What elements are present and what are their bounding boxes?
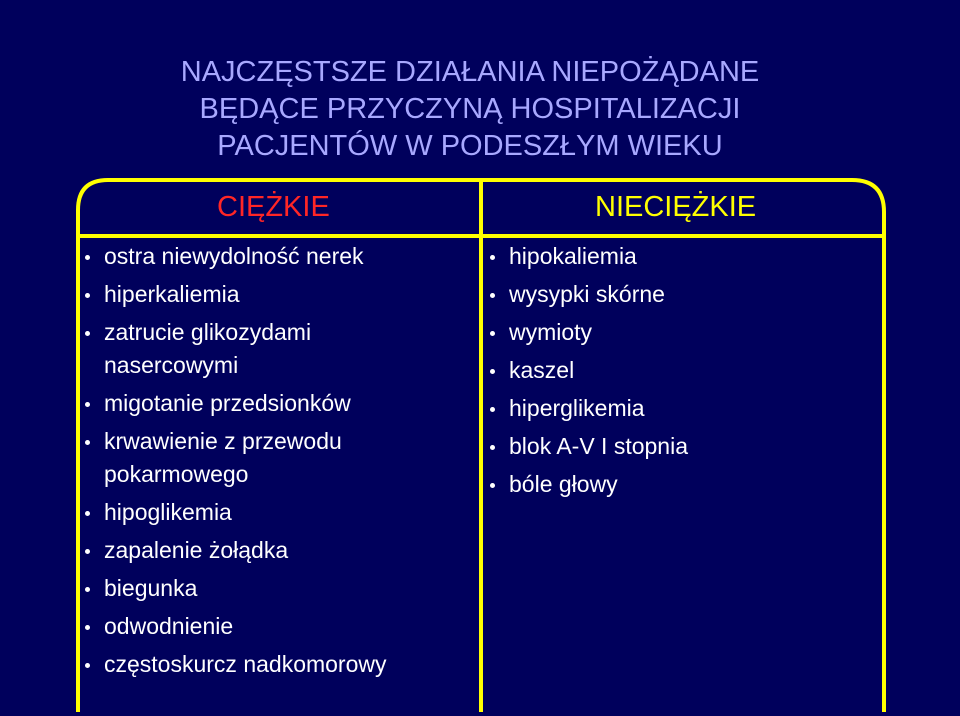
severe-list-item-text: migotanie przedsionków [104, 390, 351, 416]
severe-list-item [85, 610, 387, 643]
severe-list-item-text: odwodnienie [104, 613, 234, 639]
severe-list-item-text: krwawienie z przewodu [104, 428, 342, 454]
severe-list-item-text: hipoglikemia [104, 499, 232, 525]
severe-list-item-text: częstoskurcz nadkomorowy [104, 651, 387, 677]
severe-list-item-text: ostra niewydolność nerek [104, 243, 364, 269]
title-line-3: PACJENTÓW W PODESZŁYM WIEKU [217, 130, 723, 162]
severe-list-item [85, 534, 387, 567]
severe-list-item-text: hiperkaliemia [104, 281, 240, 307]
severe-list-item [85, 425, 387, 491]
severe-list-item [85, 496, 387, 529]
severe-list-item [85, 648, 387, 681]
non-severe-list-item: hiperglikemia [490, 392, 688, 425]
severe-list-item [85, 240, 387, 273]
title-line-2: BĘDĄCE PRZYCZYNĄ HOSPITALIZACJI [199, 93, 741, 125]
severe-list-item-text: zatrucie glikozydami [104, 319, 312, 345]
non-severe-list-item: bóle głowy [490, 468, 688, 501]
severe-list-item-text: nasercowymi [104, 352, 239, 378]
non-severe-list-item: blok A-V I stopnia [490, 430, 688, 463]
non-severe-effects-list [490, 240, 688, 506]
heading-non-severe: NIECIĘŻKIE [595, 191, 757, 223]
severe-list-item [85, 387, 387, 420]
non-severe-list-item: kaszel [490, 354, 688, 387]
severe-list-item-text: biegunka [104, 575, 198, 601]
non-severe-list-item: wymioty [490, 316, 688, 349]
title-line-1: NAJCZĘSTSZE DZIAŁANIA NIEPOŻĄDANE [180, 56, 760, 88]
severe-list-item [85, 278, 387, 311]
non-severe-list-item: wysypki skórne [490, 278, 688, 311]
severe-list-item [85, 316, 387, 382]
non-severe-list-item: hipokaliemia [490, 240, 688, 273]
severe-list-item-text: zapalenie żołądka [104, 537, 289, 563]
severe-list-item [85, 572, 387, 605]
severe-list-item-text: pokarmowego [104, 461, 249, 487]
slide-title [0, 54, 940, 165]
severe-effects-list [85, 240, 387, 686]
heading-severe: CIĘŻKIE [217, 191, 330, 223]
